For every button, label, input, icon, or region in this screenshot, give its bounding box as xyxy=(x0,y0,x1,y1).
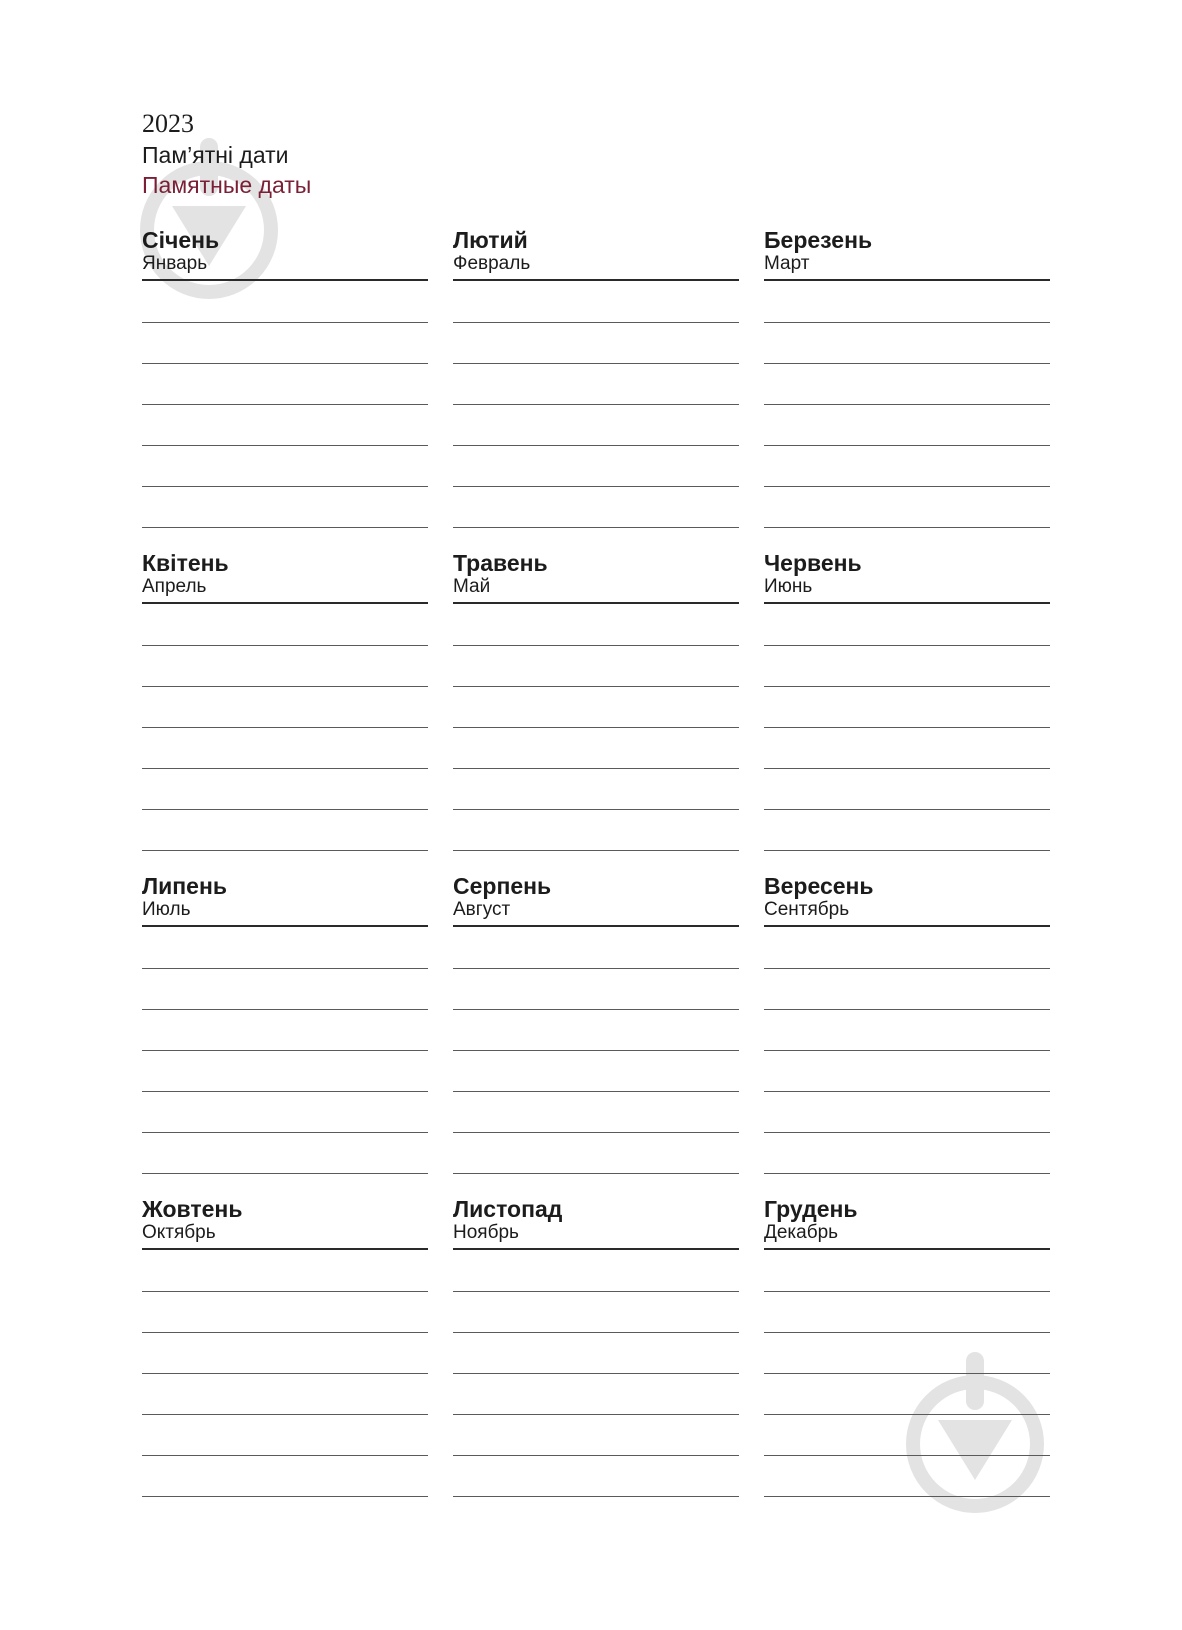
month-block-october xyxy=(142,1195,428,1497)
note-line[interactable] xyxy=(142,323,428,364)
note-line[interactable] xyxy=(142,687,428,728)
note-line[interactable] xyxy=(453,1292,739,1333)
month-name-ua: Грудень xyxy=(764,1196,858,1222)
note-line[interactable] xyxy=(142,487,428,528)
month-name-ua: Жовтень xyxy=(142,1196,243,1222)
month-name-ru: Март xyxy=(764,253,810,274)
month-name-ua: Травень xyxy=(453,550,548,576)
month-name-ua: Вересень xyxy=(764,873,874,899)
month-block-december xyxy=(764,1195,1050,1497)
note-line[interactable] xyxy=(453,282,739,323)
month-name-ua: Лютий xyxy=(453,227,528,253)
note-line[interactable] xyxy=(453,1374,739,1415)
page-title-ua: Пам’ятні дати xyxy=(142,142,289,168)
month-name-ru: Июнь xyxy=(764,576,813,597)
note-line[interactable] xyxy=(142,969,428,1010)
note-line[interactable] xyxy=(764,487,1050,528)
month-name-ua: Квітень xyxy=(142,550,229,576)
note-line[interactable] xyxy=(453,364,739,405)
month-underline xyxy=(453,279,739,281)
note-line[interactable] xyxy=(453,1133,739,1174)
note-line[interactable] xyxy=(453,1051,739,1092)
note-line[interactable] xyxy=(453,446,739,487)
month-block-june xyxy=(764,549,1050,851)
note-line[interactable] xyxy=(764,969,1050,1010)
note-line[interactable] xyxy=(764,405,1050,446)
note-line[interactable] xyxy=(764,364,1050,405)
note-line[interactable] xyxy=(764,446,1050,487)
note-line[interactable] xyxy=(764,1010,1050,1051)
note-line[interactable] xyxy=(142,1333,428,1374)
note-line[interactable] xyxy=(453,1092,739,1133)
note-line[interactable] xyxy=(764,646,1050,687)
note-line[interactable] xyxy=(453,969,739,1010)
note-line[interactable] xyxy=(453,928,739,969)
note-line[interactable] xyxy=(142,1251,428,1292)
month-name-ua: Листопад xyxy=(453,1196,563,1222)
page-header xyxy=(142,108,311,200)
note-line[interactable] xyxy=(453,687,739,728)
note-line[interactable] xyxy=(142,1010,428,1051)
note-line[interactable] xyxy=(764,1051,1050,1092)
note-line[interactable] xyxy=(764,1456,1050,1497)
month-name-ua: Серпень xyxy=(453,873,552,899)
note-line[interactable] xyxy=(764,605,1050,646)
note-line[interactable] xyxy=(764,282,1050,323)
month-block-february xyxy=(453,226,739,528)
month-name-ru: Декабрь xyxy=(764,1222,839,1243)
page-title-ru: Памятные даты xyxy=(142,172,312,198)
note-line[interactable] xyxy=(142,1374,428,1415)
note-line[interactable] xyxy=(142,1092,428,1133)
note-line[interactable] xyxy=(764,810,1050,851)
note-line[interactable] xyxy=(142,810,428,851)
note-line[interactable] xyxy=(453,646,739,687)
note-line[interactable] xyxy=(764,928,1050,969)
note-line[interactable] xyxy=(764,1374,1050,1415)
month-name-ua: Січень xyxy=(142,227,220,253)
note-line[interactable] xyxy=(453,405,739,446)
note-line[interactable] xyxy=(142,928,428,969)
note-line[interactable] xyxy=(453,1415,739,1456)
note-line[interactable] xyxy=(453,1251,739,1292)
month-name-ru: Сентябрь xyxy=(764,899,850,920)
note-line[interactable] xyxy=(142,1415,428,1456)
month-block-august xyxy=(453,872,739,1174)
month-block-march xyxy=(764,226,1050,528)
month-underline xyxy=(142,925,428,927)
note-line[interactable] xyxy=(142,1292,428,1333)
note-line[interactable] xyxy=(142,728,428,769)
note-line[interactable] xyxy=(453,605,739,646)
month-underline xyxy=(142,602,428,604)
month-name-ru: Май xyxy=(453,576,491,597)
note-line[interactable] xyxy=(142,605,428,646)
note-line[interactable] xyxy=(764,1333,1050,1374)
month-underline xyxy=(453,1248,739,1250)
month-name-ru: Октябрь xyxy=(142,1222,216,1243)
month-underline xyxy=(764,1248,1050,1250)
month-block-november xyxy=(453,1195,739,1497)
month-name-ru: Февраль xyxy=(453,253,531,274)
note-line[interactable] xyxy=(142,405,428,446)
month-underline xyxy=(764,925,1050,927)
month-block-september xyxy=(764,872,1050,1174)
month-underline xyxy=(764,602,1050,604)
month-underline xyxy=(453,925,739,927)
note-line[interactable] xyxy=(764,1251,1050,1292)
year-label: 2023 xyxy=(142,109,194,138)
note-line[interactable] xyxy=(142,282,428,323)
month-underline xyxy=(142,1248,428,1250)
month-name-ua: Березень xyxy=(764,227,873,253)
month-name-ru: Январь xyxy=(142,253,208,274)
note-line[interactable] xyxy=(142,769,428,810)
month-block-january xyxy=(142,226,428,528)
month-block-july xyxy=(142,872,428,1174)
note-line[interactable] xyxy=(764,1292,1050,1333)
note-line[interactable] xyxy=(142,446,428,487)
note-line[interactable] xyxy=(453,1010,739,1051)
note-line[interactable] xyxy=(142,646,428,687)
note-line[interactable] xyxy=(453,323,739,364)
month-underline xyxy=(142,279,428,281)
note-line[interactable] xyxy=(142,1051,428,1092)
note-line[interactable] xyxy=(764,728,1050,769)
note-line[interactable] xyxy=(453,810,739,851)
month-name-ru: Август xyxy=(453,899,511,920)
note-line[interactable] xyxy=(764,687,1050,728)
note-line[interactable] xyxy=(453,769,739,810)
note-line[interactable] xyxy=(764,1133,1050,1174)
note-line[interactable] xyxy=(142,1456,428,1497)
month-name-ru: Ноябрь xyxy=(453,1222,519,1243)
note-line[interactable] xyxy=(764,1415,1050,1456)
note-line[interactable] xyxy=(453,487,739,528)
note-line[interactable] xyxy=(453,1456,739,1497)
month-underline xyxy=(453,602,739,604)
note-line[interactable] xyxy=(764,769,1050,810)
month-underline xyxy=(764,279,1050,281)
month-name-ru: Апрель xyxy=(142,576,207,597)
month-block-may xyxy=(453,549,739,851)
month-name-ru: Июль xyxy=(142,899,191,920)
note-line[interactable] xyxy=(453,728,739,769)
month-block-april xyxy=(142,549,428,851)
note-line[interactable] xyxy=(453,1333,739,1374)
month-name-ua: Липень xyxy=(142,873,227,899)
note-line[interactable] xyxy=(142,1133,428,1174)
note-line[interactable] xyxy=(142,364,428,405)
note-line[interactable] xyxy=(764,323,1050,364)
month-name-ua: Червень xyxy=(764,550,862,576)
note-line[interactable] xyxy=(764,1092,1050,1133)
